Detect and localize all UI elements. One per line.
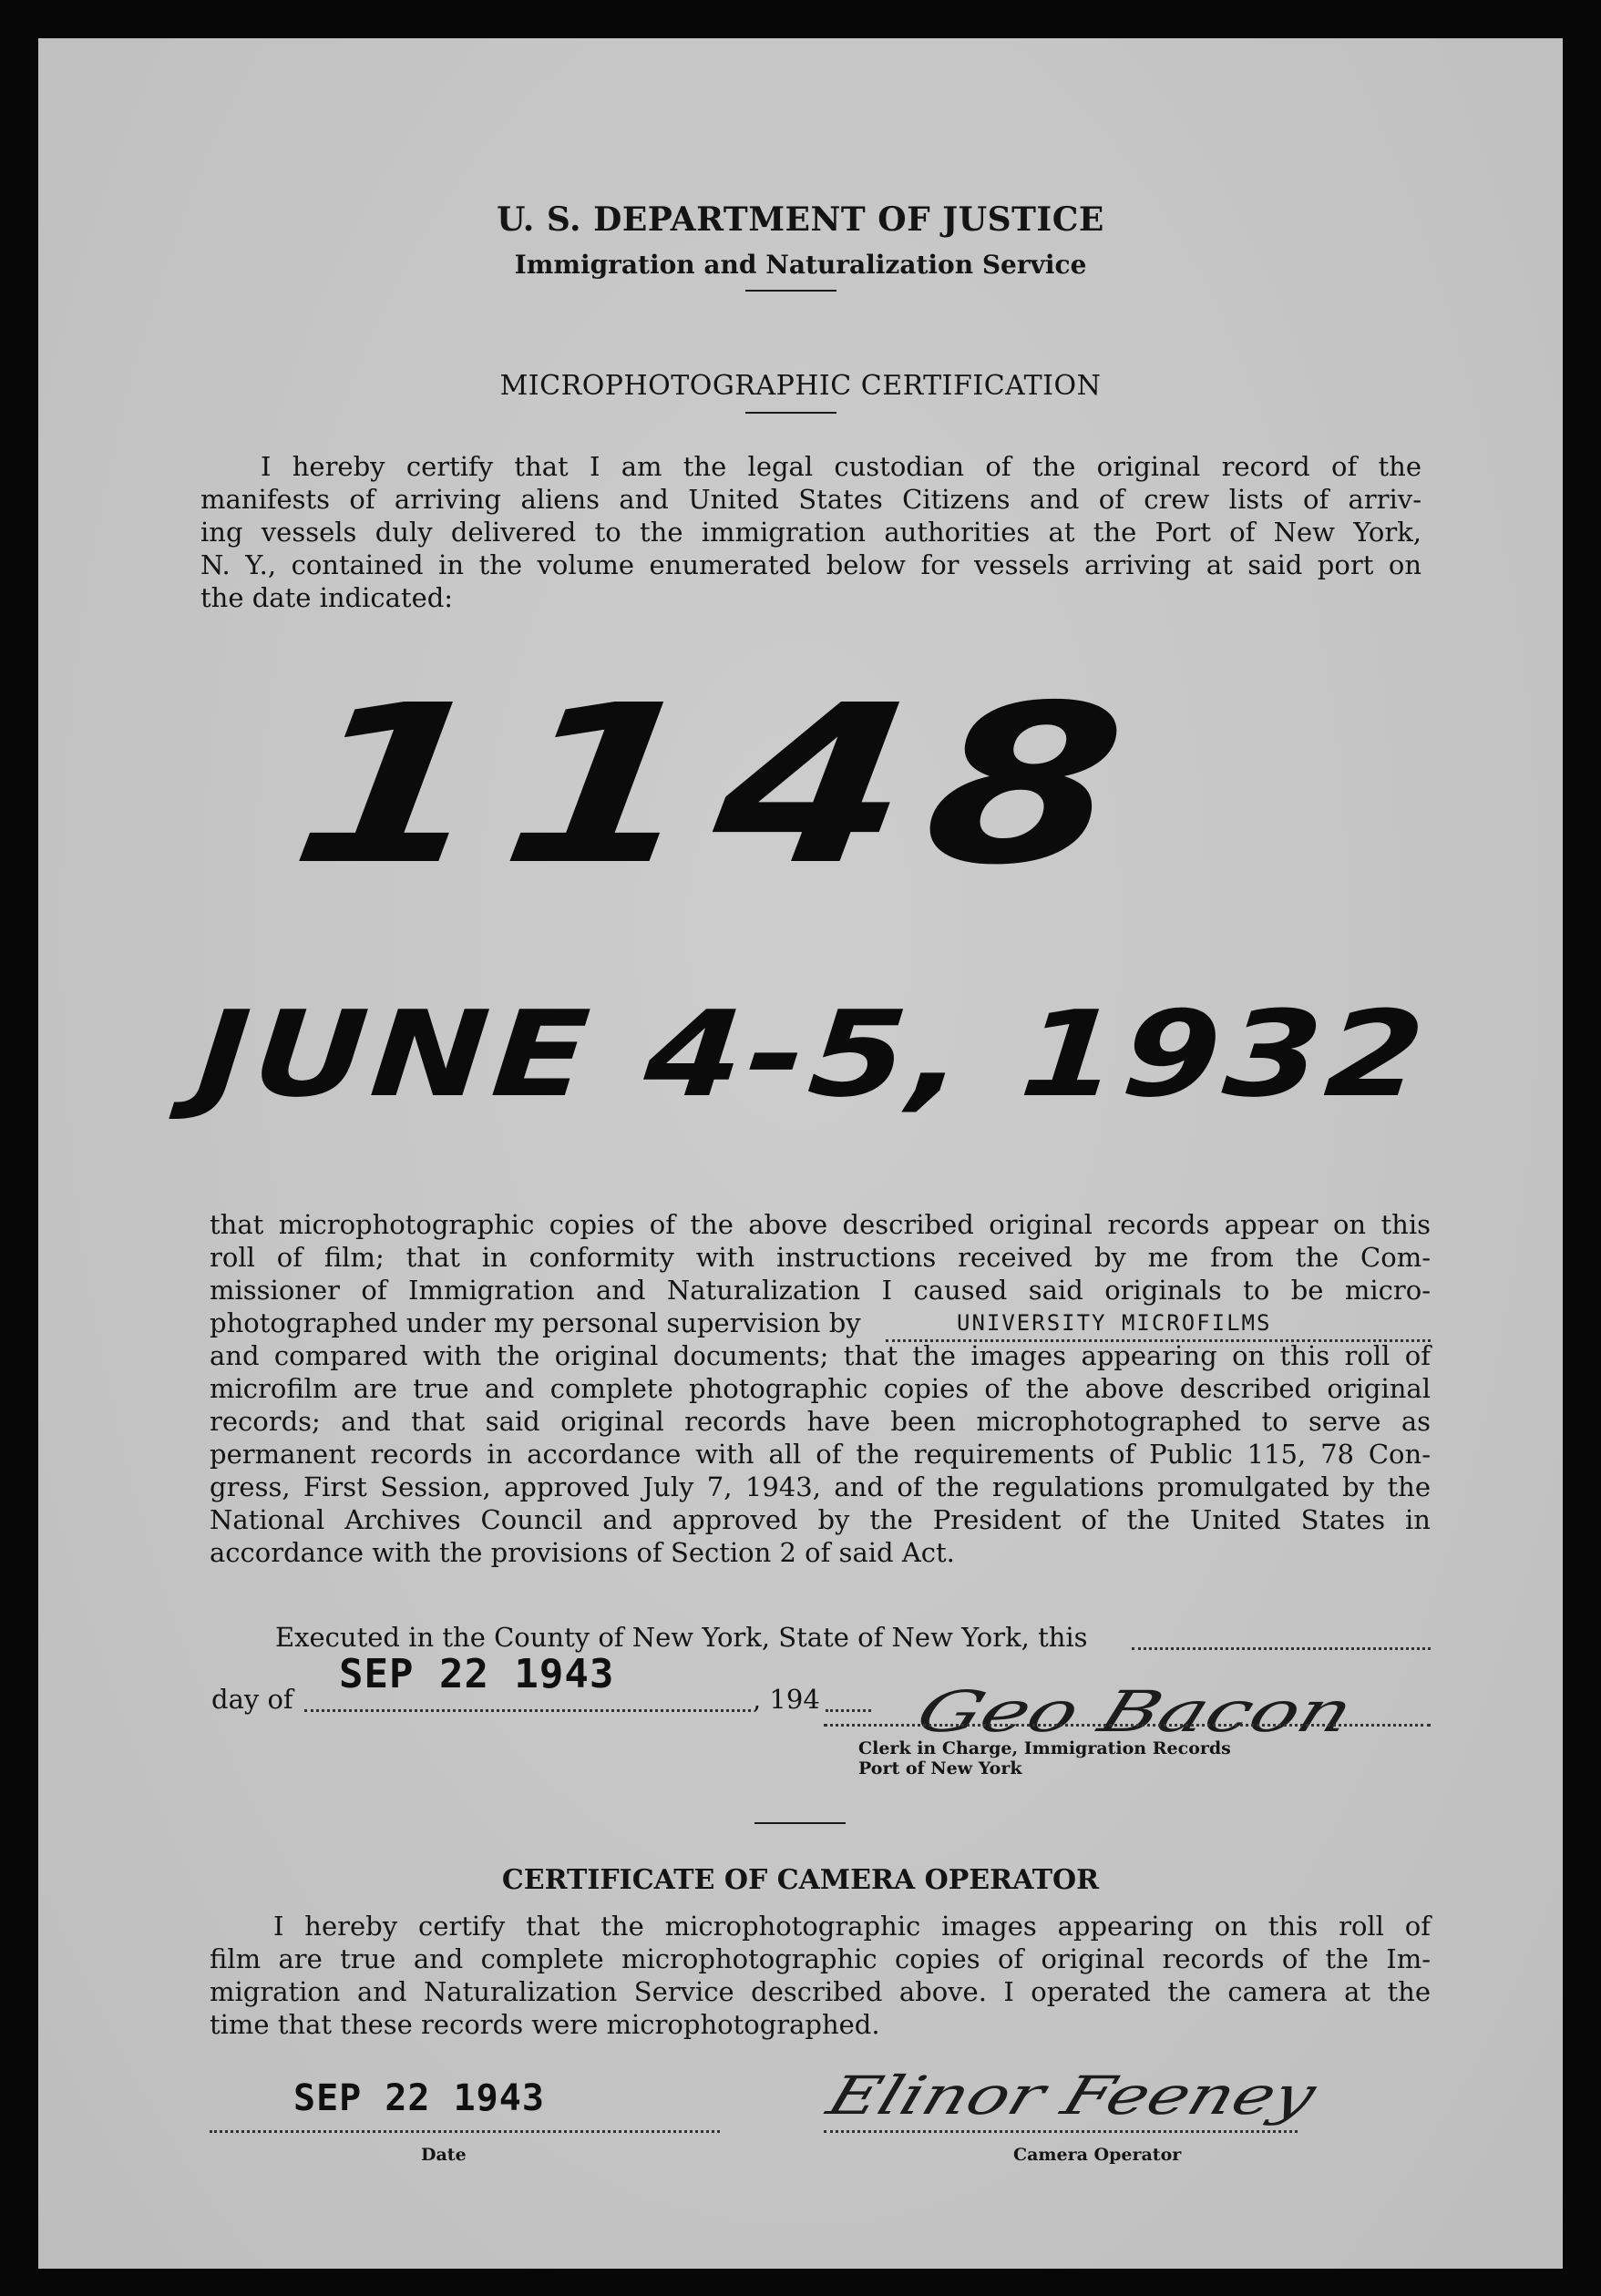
year-dotted-line (826, 1709, 871, 1712)
date-label: Date (421, 2145, 467, 2165)
camera-line: I hereby certify that the microphotographic images appearing on this roll of (273, 1911, 1431, 1942)
camera-line: time that these records were microphotographed. (210, 2009, 880, 2040)
intro-paragraph (200, 450, 1421, 614)
body-line: permanent records in accordance with all of the requirements of Public 115, 78 Con- (210, 1439, 1431, 1470)
department-title: U. S. DEPARTMENT OF JUSTICE (497, 200, 1104, 239)
intro-line: the date indicated: (200, 582, 454, 613)
body-line: microfilm are true and complete photographic copies of the above described original (210, 1373, 1431, 1404)
body-line: missioner of Immigration and Naturalization I caused said originals to be micro- (210, 1275, 1431, 1306)
operator-signature-line (824, 2130, 1298, 2133)
body-line: and compared with the original documents; that the images appearing on this roll of (210, 1340, 1431, 1371)
divider-top (745, 290, 836, 292)
intro-line: I hereby certify that I am the legal custodian of the original record of the (261, 451, 1421, 482)
intro-line: ing vessels duly delivered to the immigration authorities at the Port of New York, (200, 517, 1421, 548)
camera-line: film are true and complete microphotographic copies of original records of the Im- (210, 1943, 1431, 1974)
executed-date-stamp: SEP 22 1943 (339, 1651, 615, 1697)
clerk-signature-line (824, 1724, 1431, 1727)
camera-certificate-heading: CERTIFICATE OF CAMERA OPERATOR (501, 1864, 1100, 1896)
date-dotted-line (210, 2130, 720, 2133)
executed-dotted-line (1132, 1647, 1431, 1650)
service-subtitle: Immigration and Naturalization Service (514, 250, 1087, 280)
body-line: roll of film; that in conformity with instructions received by me from the Com- (210, 1242, 1431, 1273)
divider-heading (745, 412, 836, 414)
body-line: photographed under my personal supervision by (210, 1307, 861, 1338)
executed-line: Executed in the County of New York, State of New York, this (275, 1622, 1088, 1653)
operator-label: Camera Operator (1013, 2145, 1182, 2165)
year-prefix: , 194 (753, 1684, 820, 1715)
body-line: accordance with the provisions of Section 2 of said Act. (210, 1537, 955, 1568)
camera-paragraph (210, 1910, 1431, 2041)
certificate-page (38, 38, 1563, 2269)
intro-line: N. Y., contained in the volume enumerated below for vessels arriving at said port on (200, 549, 1421, 580)
operator-signature: Elinor Feeney (819, 2065, 1324, 2127)
day-of-label: day of (211, 1684, 293, 1715)
clerk-signature: Geo Bacon (908, 1678, 1362, 1745)
operator-date-stamp: SEP 22 1943 (293, 2077, 545, 2119)
handwritten-volume-number: 1148 (280, 658, 1157, 913)
body-line: records; and that said original records have been microphotographed to serve as (210, 1406, 1431, 1437)
body-line: National Archives Council and approved by the President of the United States in (210, 1504, 1431, 1535)
body-line: that microphotographic copies of the above described original records appear on this (210, 1209, 1431, 1240)
clerk-location: Port of New York (858, 1758, 1022, 1778)
clerk-title: Clerk in Charge, Immigration Records (858, 1738, 1231, 1758)
handwritten-date-range: JUNE 4-5, 1932 (191, 985, 1433, 1123)
typed-supervisor: UNIVERSITY MICROFILMS (957, 1310, 1272, 1336)
certification-heading: MICROPHOTOGRAPHIC CERTIFICATION (499, 370, 1102, 402)
divider-camera (754, 1822, 846, 1824)
supervisor-dotted-line (886, 1339, 1431, 1342)
body-line: gress, First Session, approved July 7, 1943, and of the regulations promulgated by the (210, 1471, 1431, 1502)
camera-line: migration and Naturalization Service described above. I operated the camera at the (210, 1976, 1431, 2007)
certification-paragraph (210, 1208, 1431, 1569)
day-dotted-line (304, 1709, 751, 1712)
intro-line: manifests of arriving aliens and United States Citizens and of crew lists of arriv- (200, 484, 1421, 515)
